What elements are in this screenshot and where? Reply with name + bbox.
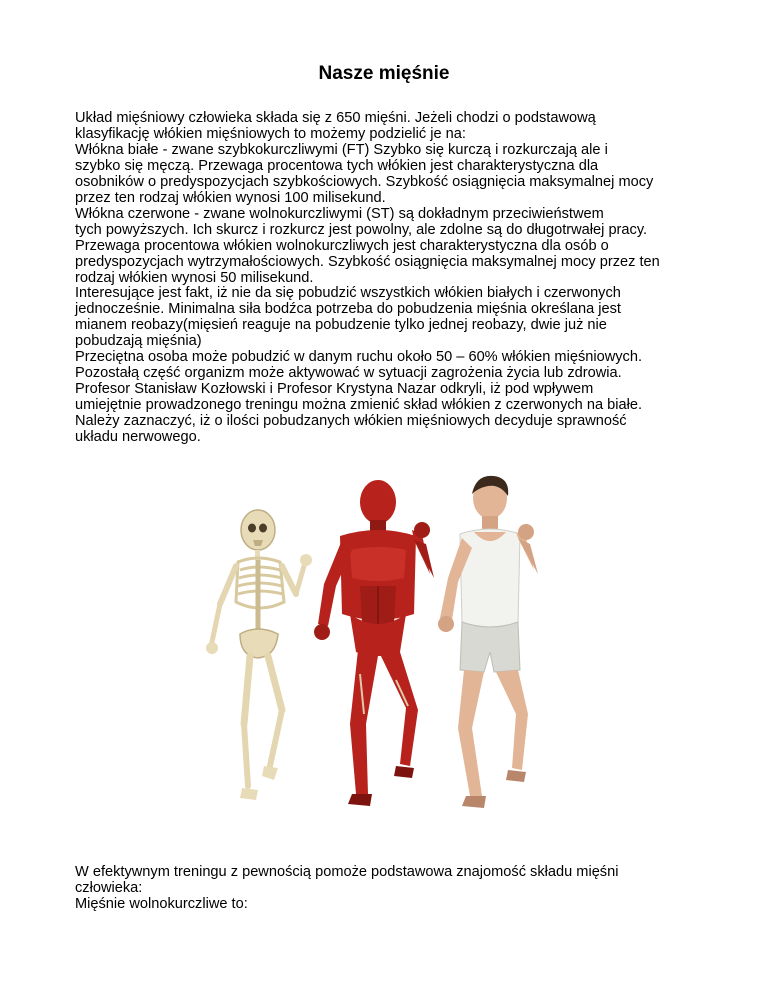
- text-line: Profesor Stanisław Kozłowski i Profesor Krystyna Nazar odkryli, iż pod wpływem: [75, 381, 594, 398]
- text-line: przez ten rodzaj włókien wynosi 100 milisekund.: [75, 189, 386, 206]
- text-line: klasyfikację włókien mięśniowych to możemy podzielić je na:: [75, 125, 466, 142]
- text-line: człowieka:: [75, 879, 143, 896]
- text-line: predyspozycjach wytrzymałościowych. Szybkość osiągnięcia maksymalnej mocy przez ten: [75, 253, 660, 270]
- text-line: Mięśnie wolnokurczliwe to:: [75, 895, 248, 912]
- text-line: Interesujące jest fakt, iż nie da się pobudzić wszystkich włókien białych i czerwonych: [75, 285, 621, 302]
- text-line: szybko się męczą. Przewaga procentowa tych włókien jest charakterystyczna dla: [75, 157, 599, 174]
- text-line: tych powyższych. Ich skurcz i rozkurcz jest powolny, ale zdolne są do długotrwałej pracy.: [75, 221, 648, 238]
- text-line: jednocześnie. Minimalna siła bodźca potrzeba do pobudzenia mięśnia określana jest: [75, 301, 621, 318]
- text-line: umiejętnie prowadzonego treningu można zmienić skład włókien z czerwonych na białe.: [75, 397, 643, 414]
- text-line: Przeciętna osoba może pobudzić w danym ruchu około 50 – 60% włókien mięśniowych.: [75, 349, 643, 366]
- text-line: Układ mięśniowy człowieka składa się z 650 mięśni. Jeżeli chodzi o podstawową: [75, 110, 596, 126]
- text-line: Włókna białe - zwane szybkokurczliwymi (FT) Szybko się kurczą i rozkurczają ale i: [75, 141, 608, 158]
- muscle-figure: [314, 480, 434, 806]
- text-line: Pozostałą część organizm może aktywować w sytuacji zagrożenia życia lub zdrowia.: [75, 365, 622, 382]
- text-line: układu nerwowego.: [75, 429, 201, 446]
- text-line: rodzaj włókien wynosi 50 milisekund.: [75, 269, 314, 286]
- bottom-paragraph: [75, 865, 715, 913]
- page-title: Nasze mięśnie: [318, 63, 450, 84]
- skeleton-figure: [206, 510, 312, 800]
- text-line: osobników o predyspozycjach szybkościowych. Szybkość osiągnięcia maksymalnej mocy: [75, 173, 654, 190]
- text-line: Włókna czerwone - zwane wolnokurczliwymi (ST) są dokładnym przeciwieństwem: [75, 205, 604, 222]
- human-runner-figure: [438, 476, 538, 808]
- body-paragraph: [75, 111, 715, 446]
- running-figures-illustration: [200, 474, 570, 834]
- text-line: Należy zaznaczyć, iż o ilości pobudzanych włókien mięśniowych decyduje sprawność: [75, 413, 627, 430]
- text-line: Przewaga procentowa włókien wolnokurczliwych jest charakterystyczna dla osób o: [75, 237, 609, 254]
- running-figures-svg: [200, 474, 570, 834]
- text-line: pobudzają mięśnia): [75, 333, 202, 350]
- text-line: W efektywnym treningu z pewnością pomoże podstawowa znajomość składu mięśni: [75, 864, 619, 880]
- text-line: mianem reobazy(mięsień reaguje na pobudzenie tylko jednej reobazy, dwie już nie: [75, 317, 607, 334]
